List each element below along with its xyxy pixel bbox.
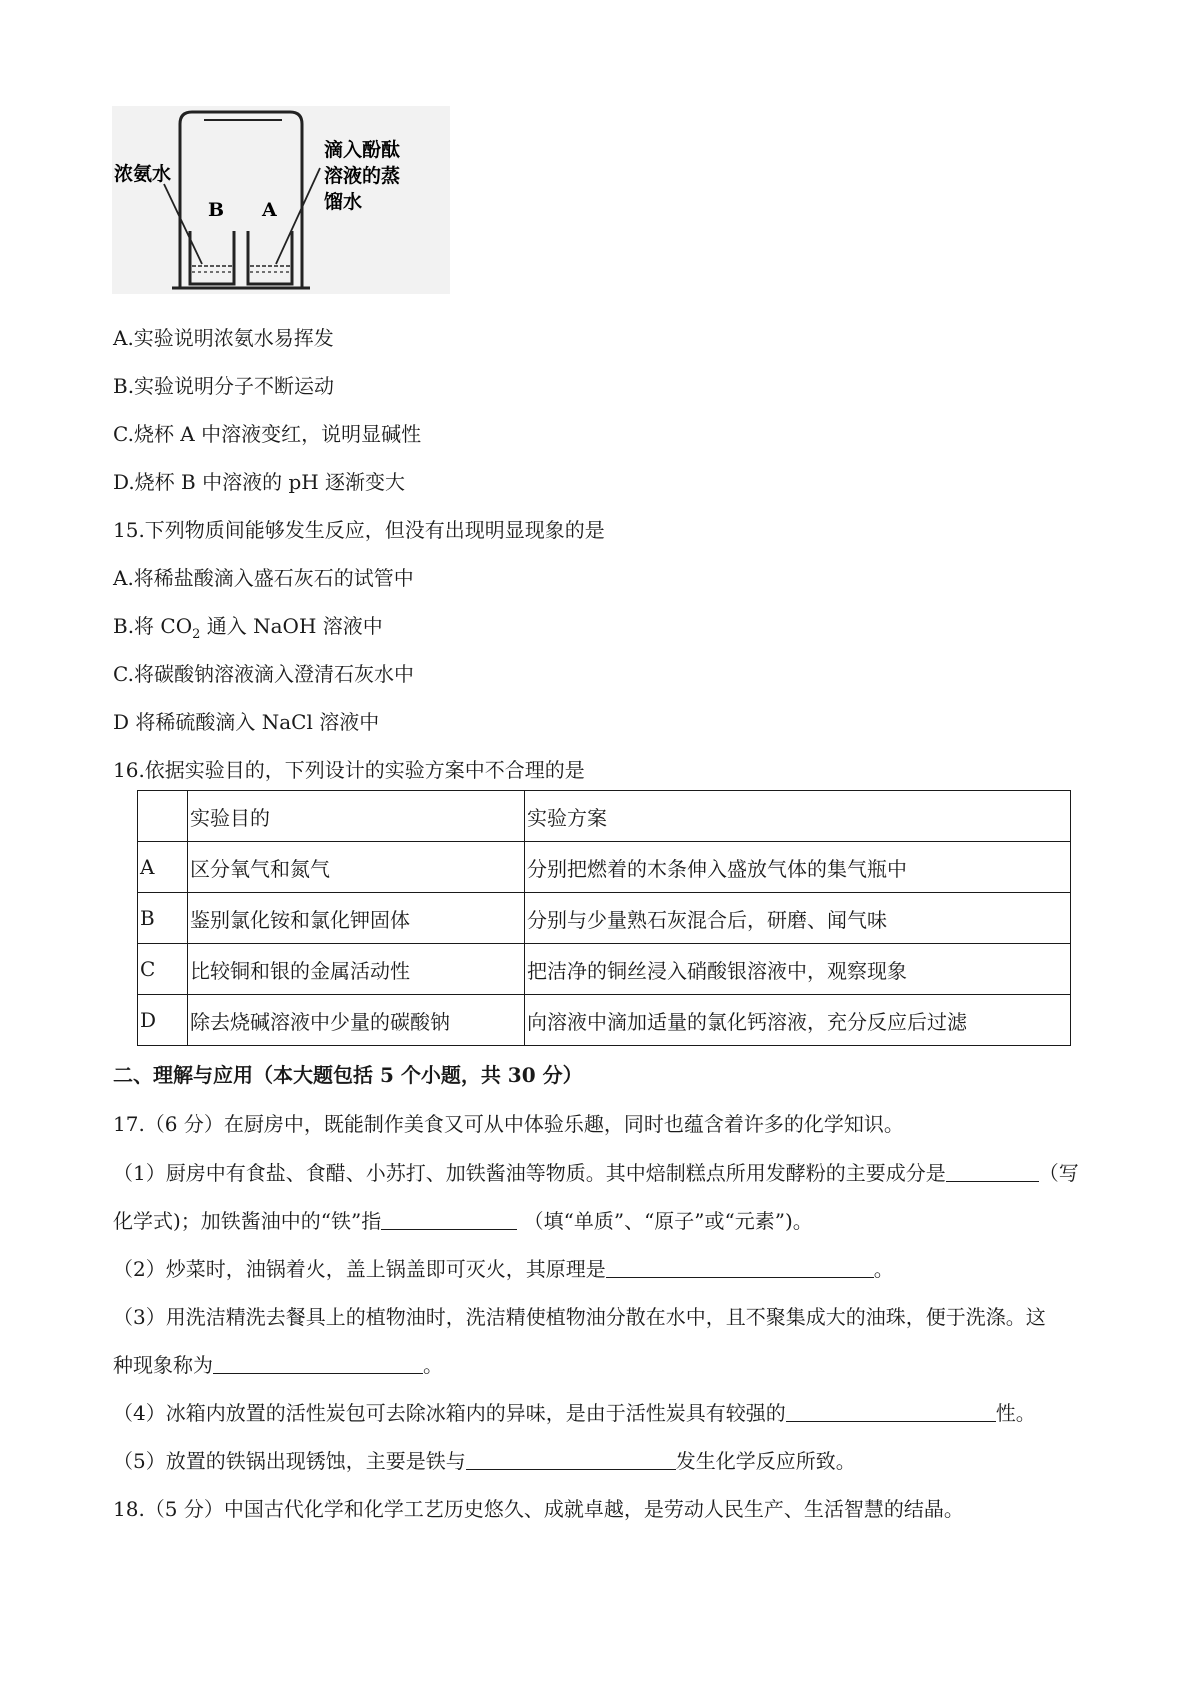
ammonia-label: 浓氨水 (114, 163, 172, 185)
table-cell: 除去烧碱溶液中少量的碳酸钠 (188, 995, 525, 1046)
answer-blank-6[interactable] (466, 1447, 676, 1470)
q17-part4-text-2: 性。 (995, 1401, 1036, 1425)
table-cell: 分别与少量熟石灰混合后，研磨、闻气味 (525, 893, 1071, 944)
table-cell: D (138, 995, 188, 1046)
table-cell: C (138, 944, 188, 995)
q14-option-d: D.烧杯 B 中溶液的 pH 逐渐变大 (113, 470, 406, 494)
q15-option-b (113, 611, 383, 650)
table-row (138, 944, 1071, 995)
section-2-heading: 二、理解与应用（本大题包括 5 个小题，共 30 分） (113, 1063, 583, 1087)
q17-part4 (113, 1398, 1036, 1428)
q17-part1-text-3: 化学式)；加铁酱油中的“铁”指 (113, 1209, 382, 1233)
table-cell: 鉴别氯化铵和氯化钾固体 (188, 893, 525, 944)
q17-part1-text: （1）厨房中有食盐、食醋、小苏打、加铁酱油等物质。其中焙制糕点所用发酵粉的主要成分是 (113, 1161, 946, 1185)
q15-option-d: D 将稀硫酸滴入 NaCl 溶液中 (113, 710, 380, 734)
q15-option-a: A.将稀盐酸滴入盛石灰石的试管中 (113, 566, 414, 590)
q14-option-c: C.烧杯 A 中溶液变红，说明显碱性 (113, 422, 422, 446)
answer-blank-1[interactable] (946, 1159, 1039, 1182)
q17-part3-line2 (113, 1350, 443, 1380)
q14-option-b: B.实验说明分子不断运动 (113, 374, 335, 398)
q15-stem: 15.下列物质间能够发生反应，但没有出现明显现象的是 (113, 518, 605, 542)
q17-part2-text-2: 。 (873, 1257, 894, 1281)
q15-option-c: C.将碳酸钠溶液滴入澄清石灰水中 (113, 662, 414, 686)
experiment-table (137, 790, 1071, 1046)
q17-part1-text-2: （写 (1038, 1161, 1079, 1185)
table-cell: B (138, 893, 188, 944)
answer-blank-2[interactable] (381, 1207, 517, 1230)
table-row (138, 842, 1071, 893)
q16-stem: 16.依据实验目的，下列设计的实验方案中不合理的是 (113, 758, 585, 782)
phenolphthalein-label-line1: 滴入酚酞 (324, 139, 401, 161)
beaker-b-label: B (208, 199, 225, 221)
q17-part4-text: （4）冰箱内放置的活性炭包可去除冰箱内的异味，是由于活性炭具有较强的 (113, 1401, 786, 1425)
table-cell: 比较铜和银的金属活动性 (188, 944, 525, 995)
q17-stem: 17.（6 分）在厨房中，既能制作美食又可从中体验乐趣，同时也蕴含着许多的化学知识。 (113, 1112, 904, 1136)
q17-part1-line2 (113, 1206, 813, 1236)
table-cell: A (138, 842, 188, 893)
q17-part5-text: （5）放置的铁锅出现锈蚀，主要是铁与 (113, 1449, 466, 1473)
q17-part3-line1: （3）用洗洁精洗去餐具上的植物油时，洗洁精使植物油分散在水中，且不聚集成大的油珠，便于洗涤。这 (113, 1305, 1046, 1329)
ammonia-experiment-figure (112, 106, 450, 294)
table-header-cell: 实验目的 (188, 791, 525, 842)
table-cell: 区分氧气和氮气 (188, 842, 525, 893)
q18-stem: 18.（5 分）中国古代化学和化学工艺历史悠久、成就卓越，是劳动人民生产、生活智慧的结晶。 (113, 1497, 964, 1521)
answer-blank-4[interactable] (213, 1351, 423, 1374)
q15-option-b-text: B.将 CO (113, 614, 193, 638)
q17-part2 (113, 1254, 894, 1284)
q17-part3-text-2: 。 (423, 1353, 443, 1377)
table-cell: 向溶液中滴加适量的氯化钙溶液，充分反应后过滤 (525, 995, 1071, 1046)
beaker-a-label: A (262, 199, 277, 221)
table-header-row (138, 791, 1071, 842)
table-cell: 分别把燃着的木条伸入盛放气体的集气瓶中 (525, 842, 1071, 893)
q17-part2-text: （2）炒菜时，油锅着火，盖上锅盖即可灭火，其原理是 (113, 1257, 606, 1281)
answer-blank-3[interactable] (606, 1255, 874, 1278)
table-header-cell: 实验方案 (525, 791, 1071, 842)
table-header-cell (138, 791, 188, 842)
table-row (138, 995, 1071, 1046)
q17-part5 (113, 1446, 856, 1476)
q17-part1-line1 (113, 1158, 1079, 1188)
q15-option-b-text-2: 通入 NaOH 溶液中 (200, 614, 383, 638)
q17-part3-text: 种现象称为 (113, 1353, 213, 1377)
q14-option-a: A.实验说明浓氨水易挥发 (113, 326, 334, 350)
q17-part1-text-4: （填“单质”、“原子”或“元素”)。 (517, 1209, 813, 1233)
co2-subscript: 2 (192, 627, 201, 642)
table-cell: 把洁净的铜丝浸入硝酸银溶液中，观察现象 (525, 944, 1071, 995)
phenolphthalein-label-line2: 溶液的蒸 (324, 165, 401, 187)
answer-blank-5[interactable] (786, 1399, 996, 1422)
q17-part5-text-2: 发生化学反应所致。 (675, 1449, 856, 1473)
phenolphthalein-label-line3: 馏水 (324, 191, 363, 213)
table-row (138, 893, 1071, 944)
